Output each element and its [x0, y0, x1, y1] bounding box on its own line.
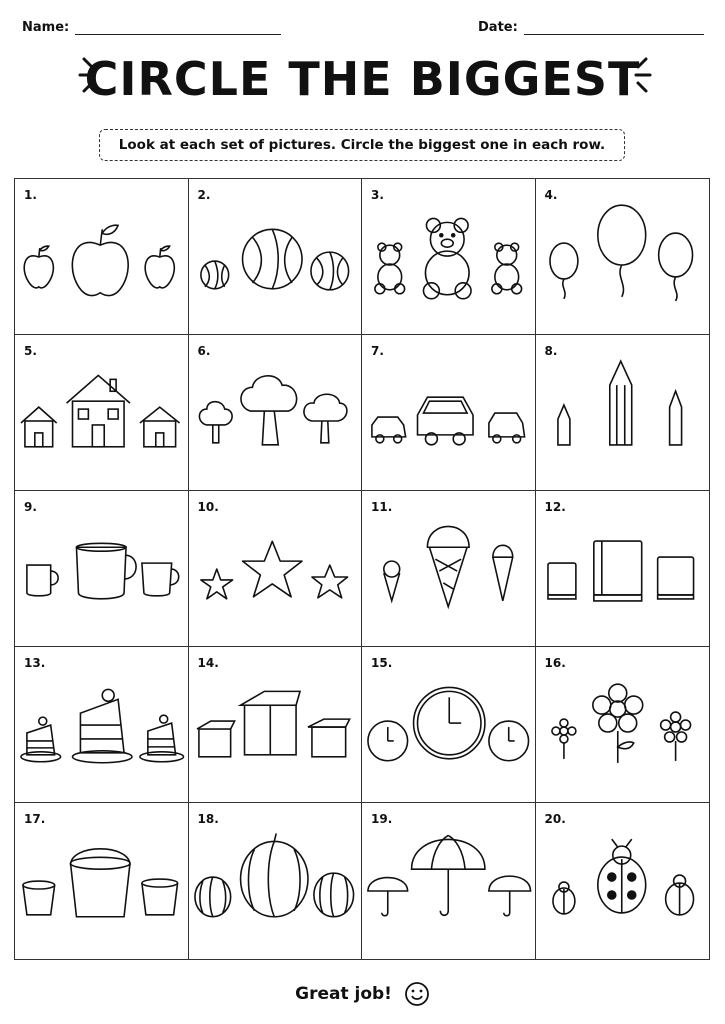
item-cell[interactable]	[15, 647, 189, 803]
mug-icon[interactable]	[15, 513, 188, 641]
smiley-icon	[404, 981, 430, 1007]
instructions-box: Look at each set of pictures. Circle the biggest one in each row.	[99, 129, 625, 161]
house-icon[interactable]	[15, 357, 188, 485]
ice-cream-icon[interactable]	[362, 513, 535, 641]
star-icon[interactable]	[189, 513, 362, 641]
watermelon-icon[interactable]	[189, 825, 362, 953]
item-cell[interactable]	[189, 335, 363, 491]
item-cell[interactable]	[189, 803, 363, 959]
item-cell[interactable]	[536, 179, 710, 335]
item-cell[interactable]	[536, 335, 710, 491]
book-icon[interactable]	[536, 513, 710, 641]
bucket-icon[interactable]	[15, 825, 188, 953]
date-label: Date:	[478, 20, 518, 35]
item-cell[interactable]	[362, 335, 536, 491]
item-number: 6.	[197, 344, 211, 358]
name-field[interactable]	[22, 20, 281, 35]
item-number: 2.	[197, 188, 211, 202]
item-number: 16.	[544, 656, 566, 670]
footer	[0, 981, 725, 1007]
name-line[interactable]	[75, 20, 281, 35]
car-icon[interactable]	[362, 357, 535, 485]
pencil-icon[interactable]	[536, 357, 710, 485]
umbrella-icon[interactable]	[362, 825, 535, 953]
apple-icon[interactable]	[15, 201, 188, 329]
item-cell[interactable]	[189, 647, 363, 803]
item-cell[interactable]	[536, 647, 710, 803]
balloon-icon[interactable]	[536, 201, 710, 329]
page-title: CIRCLE THE BIGGEST	[84, 52, 641, 106]
teddy-bear-icon[interactable]	[362, 201, 535, 329]
item-number: 12.	[544, 500, 566, 514]
item-cell[interactable]	[536, 491, 710, 647]
item-number: 3.	[371, 188, 384, 202]
ladybug-icon[interactable]	[536, 825, 710, 953]
tree-icon[interactable]	[189, 357, 362, 485]
date-line[interactable]	[524, 20, 704, 35]
item-number: 7.	[371, 344, 384, 358]
item-cell[interactable]	[189, 491, 363, 647]
clock-icon[interactable]	[362, 669, 535, 797]
item-number: 19.	[371, 812, 393, 826]
item-cell[interactable]	[15, 491, 189, 647]
item-number: 20.	[544, 812, 566, 826]
item-cell[interactable]	[189, 179, 363, 335]
item-cell[interactable]	[15, 179, 189, 335]
item-cell[interactable]	[15, 335, 189, 491]
item-number: 15.	[371, 656, 393, 670]
item-cell[interactable]	[362, 803, 536, 959]
footer-text: Great job!	[295, 984, 392, 1004]
item-cell[interactable]	[536, 803, 710, 959]
item-number: 1.	[24, 188, 37, 202]
item-cell[interactable]	[362, 647, 536, 803]
item-number: 14.	[197, 656, 219, 670]
flower-icon[interactable]	[536, 669, 710, 797]
item-number: 18.	[197, 812, 219, 826]
date-field[interactable]	[478, 20, 704, 35]
item-number: 10.	[197, 500, 219, 514]
item-number: 9.	[24, 500, 37, 514]
box-icon[interactable]	[189, 669, 362, 797]
item-number: 11.	[371, 500, 393, 514]
picture-grid	[14, 178, 710, 960]
cake-slice-icon[interactable]	[15, 669, 188, 797]
item-number: 8.	[544, 344, 558, 358]
item-cell[interactable]	[362, 491, 536, 647]
item-number: 4.	[544, 188, 558, 202]
ball-icon[interactable]	[189, 201, 362, 329]
name-label: Name:	[22, 20, 70, 35]
item-cell[interactable]	[362, 179, 536, 335]
item-cell[interactable]	[15, 803, 189, 959]
item-number: 5.	[24, 344, 37, 358]
item-number: 13.	[24, 656, 46, 670]
item-number: 17.	[24, 812, 46, 826]
